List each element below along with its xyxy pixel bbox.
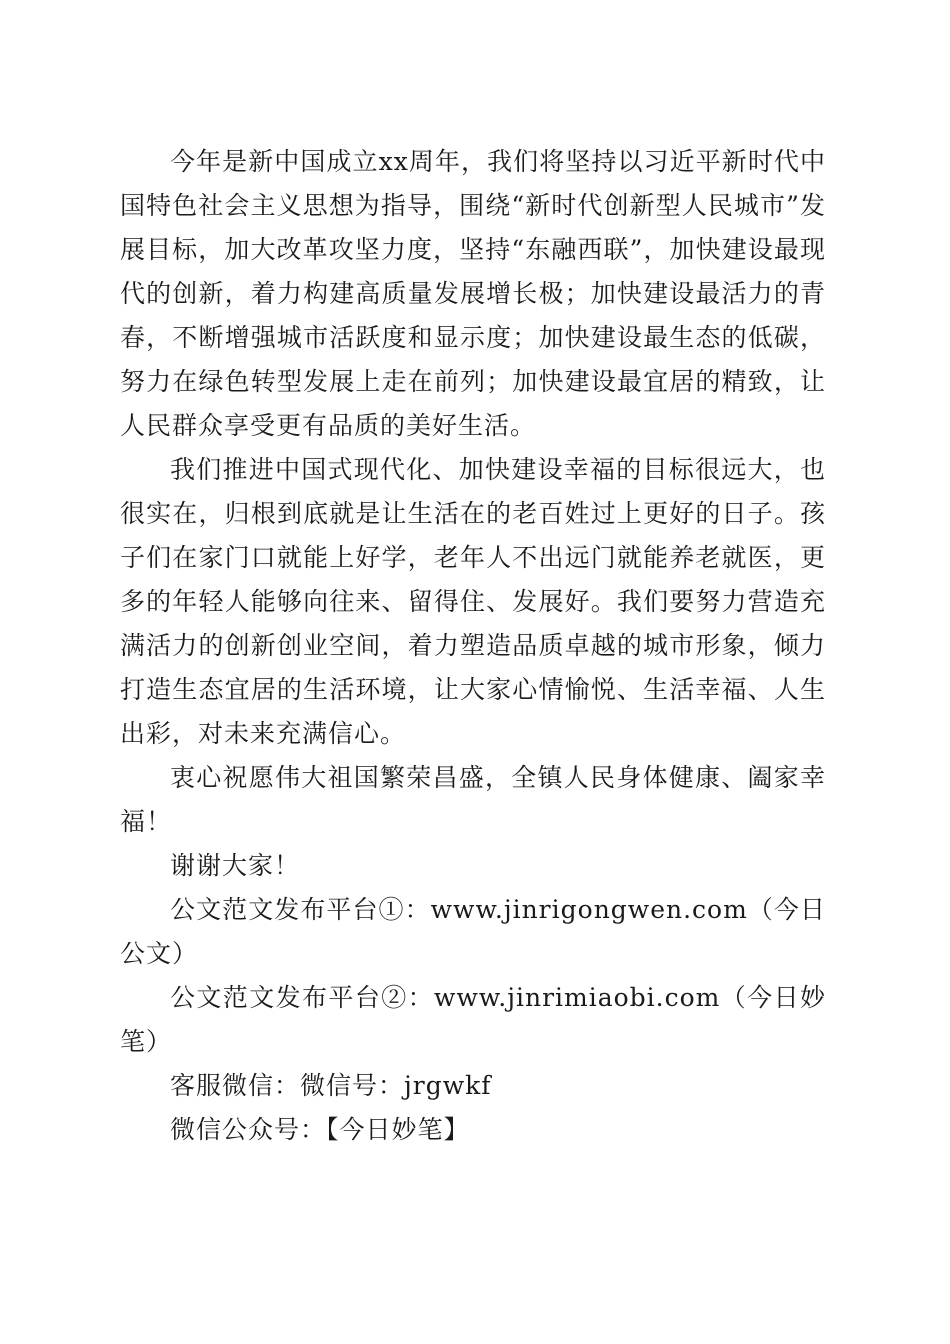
paragraph-anniversary: 今年是新中国成立xx周年，我们将坚持以习近平新时代中国特色社会主义思想为指导，围绕“新时代创新型人民城市”发展目标，加大改革攻坚力度，坚持“东融西联”，加快建设最现代的创新，着力构建高质量发展增长极；加快建设最活力的青春，不断增强城市活跃度和显示度；加快建设最生态的低碳，努力在绿色转型发展上走在前列；加快建设最宜居的精致，让人民群众享受更有品质的美好生活。 [120,147,826,440]
document-body [120,140,826,1152]
footer-wechat-official: 微信公众号：【今日妙笔】 [170,1115,470,1144]
paragraph-modernization: 我们推进中国式现代化、加快建设幸福的目标很远大，也很实在，归根到底就是让生活在的老百姓过上更好的日子。孩子们在家门口就能上好学，老年人不出远门就能养老就医，更多的年轻人能够向往来、留得住、发展好。我们要努力营造充满活力的创新创业空间，着力塑造品质卓越的城市形象，倾力打造生态宜居的生活环境，让大家心情愉悦、生活幸福、人生出彩，对未来充满信心。 [120,455,826,748]
footer-wechat-service: 客服微信：微信号：jrgwkf [170,1071,492,1100]
paragraph-thanks: 谢谢大家！ [170,851,301,880]
footer-platform-2: 公文范文发布平台②：www.jinrimiaobi.com（今日妙笔） [120,983,826,1056]
paragraph-blessing: 衷心祝愿伟大祖国繁荣昌盛，全镇人民身体健康、阖家幸福！ [120,763,826,836]
footer-platform-1: 公文范文发布平台①：www.jinrigongwen.com（今日公文） [120,895,826,968]
